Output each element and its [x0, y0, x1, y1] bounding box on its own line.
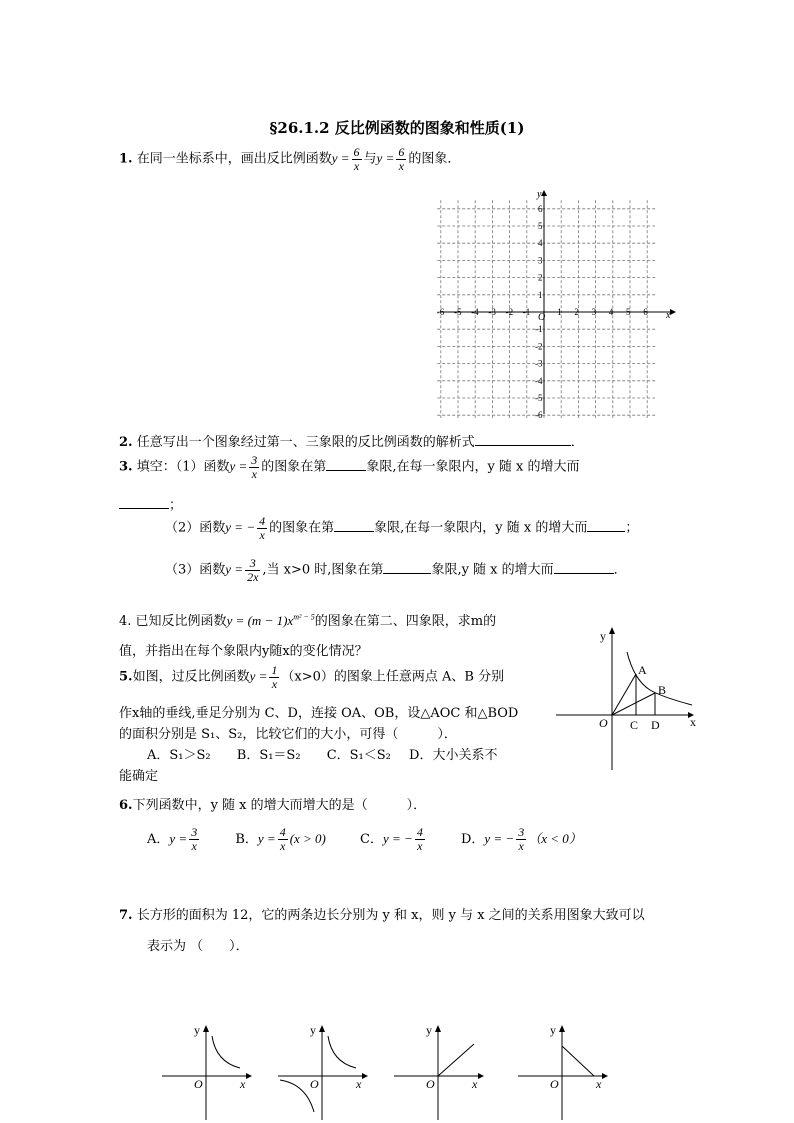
q7-graph-a[interactable] [160, 1022, 260, 1120]
x-tick-label: -6 [436, 307, 445, 317]
q6-option-c[interactable]: C．y = − $\frac{4}{x}$ [360, 825, 423, 853]
q3-p1-text-b: 象限,在每一象限内，y 随 x 的增大而 [366, 459, 580, 475]
q5-fig-origin: O [599, 716, 608, 730]
q1-fraction-1: $\frac{6}{x}$ [353, 145, 360, 173]
q3-p1-blank-trend[interactable] [119, 496, 169, 509]
x-tick-label: -1 [522, 307, 531, 317]
y-tick-label: 2 [538, 272, 543, 283]
q3-p1-fraction: $\frac{3}{x}$ [251, 453, 258, 481]
q3-p3-blank-trend[interactable] [554, 561, 614, 574]
q3-p2-fraction: $\frac{4}{x}$ [259, 514, 266, 542]
question-7 [119, 904, 645, 923]
q2-number: 2. [119, 435, 133, 450]
q7-a-curve [212, 1036, 240, 1068]
q5-fig-point-d: D [651, 718, 660, 732]
question-1 [119, 146, 460, 172]
q7-graph-d[interactable] [516, 1022, 616, 1120]
q7-d-line [562, 1046, 594, 1076]
q4-text-a: 已知反比例函数 [135, 614, 227, 629]
question-4-line-2: 值，并指出在每个象限内y随x的变化情况？ [119, 644, 368, 659]
x-tick-label: 6 [643, 307, 648, 317]
x-tick-label: 2 [574, 307, 579, 317]
question-5 [119, 664, 504, 690]
y-tick-label: -5 [535, 393, 543, 403]
q3-p2-blank-quadrant[interactable] [334, 519, 374, 532]
q2-text: 任意写出一个图象经过第一、三象限的反比例函数的解析式 [136, 435, 475, 450]
q7-c-x-label: x [472, 1077, 478, 1091]
q7-number: 7. [119, 908, 133, 923]
q4-exponent: m² − 5 [293, 612, 315, 622]
q3-p2-text-b: 象限,在每一象限内，y 随 x 的增大而 [374, 520, 588, 536]
q1-fraction-2: $\frac{6}{x}$ [398, 145, 405, 173]
q5-figure [552, 622, 702, 772]
q1-text: 在同一坐标系中，画出反比例函数 [136, 151, 332, 167]
q7-c-origin: O [426, 1077, 435, 1091]
y-tick-label: 1 [538, 289, 543, 300]
q3-p3-fraction: $\frac{3}{2x}$ [247, 556, 259, 584]
q4-number: 4. [119, 614, 132, 629]
q1-y1: y = [331, 150, 350, 166]
q3-p3-pre: （3）函数 [165, 562, 226, 578]
q7-a-x-label: x [240, 1077, 246, 1091]
q6-option-b[interactable]: B．y = $\frac{4}{x}$ (x > 0) [235, 825, 326, 853]
q7-b-y-label: y [310, 1023, 316, 1037]
q6-number: 6. [119, 798, 133, 813]
question-5-line-3: 的面积分别是 S₁、S₂，比较它们的大小，可得（ ）． [119, 727, 457, 742]
q1-mid: 与 [363, 151, 377, 167]
question-5-line-5: 能确定 [119, 769, 159, 784]
x-tick-label: -4 [471, 307, 479, 317]
q5-text-a: 如图，过反比例函数 [132, 669, 250, 685]
q1-y2: y = [376, 150, 395, 166]
y-tick-label: -2 [535, 341, 543, 352]
q7-d-origin: O [550, 1077, 559, 1091]
q5-fig-point-b: B [658, 683, 667, 697]
q5-option-d[interactable]: D．大小关系不 [409, 748, 498, 763]
q1-post: 的图象． [408, 151, 461, 167]
q5-fraction: $\frac{1}{x}$ [271, 663, 278, 691]
q3-p2-end: ； [625, 520, 639, 536]
q7-graph-c[interactable] [392, 1022, 492, 1120]
q3-p3-y: y = [225, 561, 244, 577]
q7-b-curve-2 [280, 1080, 314, 1112]
question-3-part-2 [165, 515, 638, 541]
q6-option-a[interactable]: A．y = $\frac{3}{x}$ [147, 825, 198, 853]
q4-formula: y = (m − 1)x [226, 613, 294, 628]
x-tick-label: 1 [557, 307, 562, 317]
x-tick-label: 3 [591, 307, 597, 317]
question-3-part-3 [165, 557, 627, 583]
q5-option-a[interactable]: A．S₁＞S₂ [147, 748, 211, 763]
q3-p3-text-a: ,当 x>0 时,图象在第 [262, 562, 384, 578]
question-4 [119, 610, 496, 629]
q7-graph-b[interactable] [276, 1022, 376, 1120]
y-axis-arrow [541, 190, 547, 196]
q2-end: ． [570, 435, 584, 450]
x-tick-label: 4 [608, 307, 614, 317]
question-2 [119, 431, 584, 450]
grid-y-label: y [537, 189, 542, 200]
q7-b-curve-1 [328, 1036, 356, 1068]
q3-intro: 填空：（1）函数 [136, 459, 230, 475]
q3-p1-text-a: 的图象在第 [261, 459, 327, 475]
q5-y: y = [249, 668, 268, 684]
question-6 [119, 794, 426, 813]
x-tick-label: -2 [505, 307, 514, 317]
coordinate-grid [436, 188, 676, 418]
y-tick-label: 5 [538, 221, 543, 231]
q7-b-x-label: x [356, 1077, 362, 1091]
y-tick-label: 3 [538, 255, 543, 266]
question-3-part-1 [119, 454, 580, 480]
q5-option-b[interactable]: B．S₁＝S₂ [236, 748, 301, 763]
q6-option-d[interactable]: D．y = − $\frac{3}{x}$ （x < 0） [460, 825, 582, 853]
question-5-options [147, 744, 497, 763]
q7-b-origin: O [310, 1077, 319, 1091]
grid-origin: O [538, 312, 546, 323]
q3-p1-blank-quadrant[interactable] [326, 458, 366, 471]
question-3-part-1-cont [119, 494, 182, 513]
q3-p2-y: y = − [225, 519, 256, 535]
q3-p2-text-a: 的图象在第 [269, 520, 335, 536]
q5-y-arrow [609, 627, 615, 634]
q3-p1-end: ； [169, 498, 183, 513]
q7-c-line [438, 1044, 474, 1076]
q5-curve [627, 652, 692, 705]
q6-text: 下列函数中，y 随 x 的增大而增大的是（ ）． [132, 798, 427, 813]
q7-a-y-label: y [194, 1023, 200, 1037]
x-axis-arrow [670, 309, 676, 315]
q7-d-y-label: y [550, 1023, 556, 1037]
q3-p2-pre: （2）函数 [165, 520, 226, 536]
y-tick-label: 6 [538, 203, 543, 214]
q3-p3-text-b: 象限,y 随 x 的增大而 [431, 562, 554, 578]
q5-fig-x-label: x [690, 715, 696, 729]
question-6-options [147, 826, 582, 852]
q5-fig-point-a: A [638, 663, 647, 677]
q3-p1-y: y = [229, 458, 248, 474]
y-tick-label: -6 [535, 410, 543, 418]
y-tick-label: -1 [535, 324, 543, 335]
y-tick-label: 4 [538, 238, 543, 249]
q4-text-b: 的图象在第二、四象限，求m的 [314, 614, 497, 629]
q1-number: 1. [119, 151, 133, 167]
q2-answer-blank[interactable] [475, 433, 571, 446]
q7-a-origin: O [194, 1077, 203, 1091]
q3-p3-blank-quadrant[interactable] [383, 561, 431, 574]
q5-text-b: （x>0）的图象上任意两点 A、B 分别 [281, 669, 505, 685]
q7-text: 长方形的面积为 12，它的两条边长分别为 y 和 x，则 y 与 x 之间的关系用图象大致可以 [136, 908, 645, 923]
q5-option-c[interactable]: C．S₁＜S₂ [326, 748, 391, 763]
q5-fig-point-c: C [630, 718, 639, 732]
q3-number: 3. [119, 459, 133, 475]
question-5-line-2: 作x轴的垂线,垂足分别为 C、D，连接 OA、OB，设△AOC 和△BOD [119, 706, 519, 721]
y-tick-label: -3 [535, 358, 543, 369]
grid-x-label: x [666, 310, 671, 321]
x-tick-label: 5 [626, 307, 631, 317]
question-7-line-2: 表示为 （ ）． [147, 939, 249, 954]
x-tick-label: -3 [488, 307, 496, 317]
q7-d-x-label: x [596, 1077, 602, 1091]
q3-p2-blank-trend[interactable] [587, 519, 625, 532]
x-tick-label: -5 [454, 307, 462, 317]
y-tick-label: -4 [535, 375, 543, 386]
q5-number: 5. [119, 669, 133, 685]
q5-fig-y-label: y [600, 629, 606, 643]
q7-c-y-label: y [426, 1023, 432, 1037]
q3-p3-end: ． [613, 562, 627, 578]
page-title: §26.1.2 反比例函数的图象和性质(1) [269, 119, 525, 137]
